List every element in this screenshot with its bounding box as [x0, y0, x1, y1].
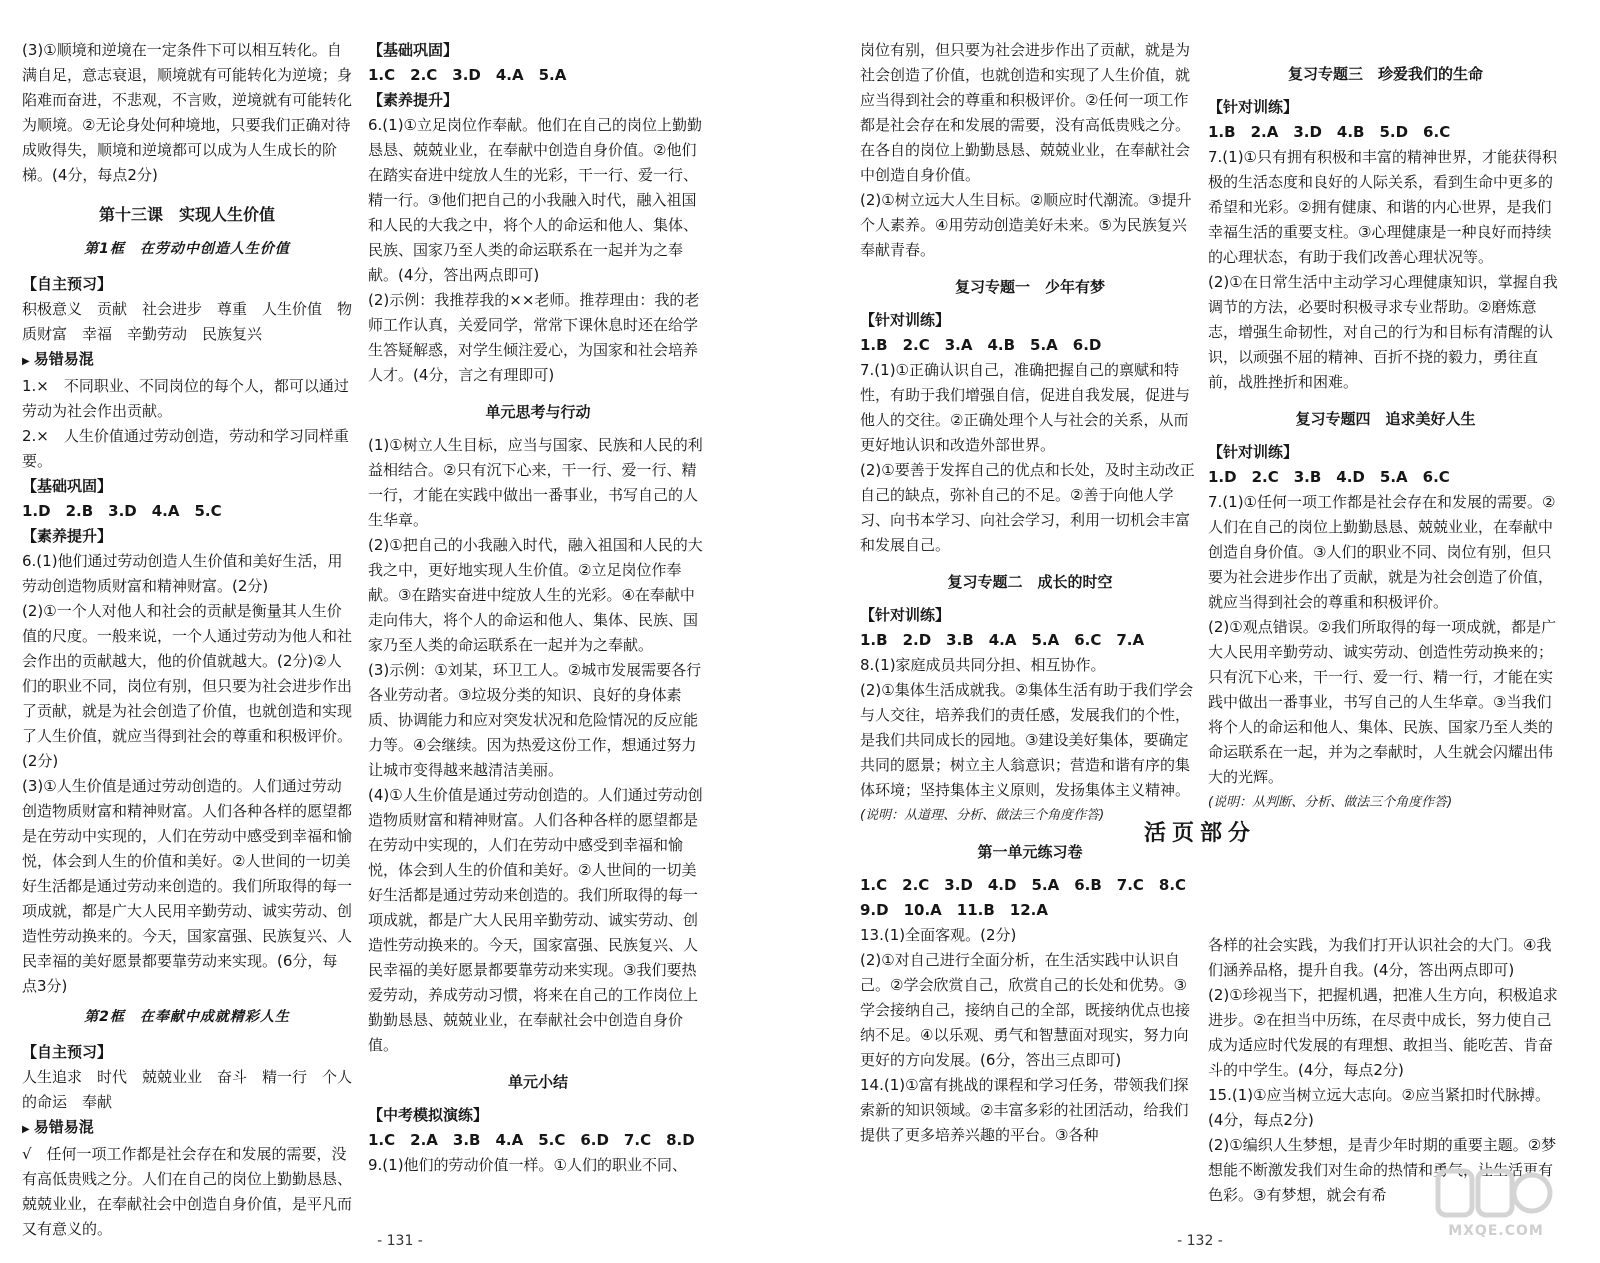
- answer-paragraph: 6.(1)他们通过劳动创造人生价值和美好生活，用劳动创造物质财富和精神财富。(2分): [22, 552, 343, 595]
- section-heading: 复习专题三 珍爱我们的生命: [1287, 65, 1483, 83]
- answer-paragraph: 2.× 人生价值通过劳动创造，劳动和学习同样重要。: [22, 427, 349, 470]
- section-bracket-label: 【针对训练】: [1208, 443, 1299, 461]
- section-bracket-label: 【素养提升】: [368, 91, 459, 109]
- section-bracket-label: 【针对训练】: [1208, 98, 1299, 116]
- answer-paragraph: (2)①树立远大人生目标。②顺应时代潮流。③提升个人素养。④用劳动创造美好未来。⑤为民族复兴奉献青春。: [860, 191, 1192, 259]
- section-bracket-label: 【针对训练】: [860, 311, 951, 329]
- section-bracket-label: 【基础巩固】: [368, 41, 459, 59]
- answer-paragraph: 15.(1)①应当树立远大志向。②应当紧扣时代脉搏。(4分，每点2分): [1208, 1086, 1550, 1129]
- answer-key-line: 1.C 2.C 3.D 4.D 5.A 6.B 7.C 8.C: [860, 876, 1187, 894]
- answer-key-line: 1.C 2.A 3.B 4.A 5.C 6.D 7.C 8.D: [368, 1131, 695, 1149]
- right-page: [800, 0, 1600, 1263]
- section-bracket-label: 【素养提升】: [22, 527, 113, 545]
- tag-label: ▶ 易错易混: [22, 1115, 352, 1142]
- answer-paragraph: (2)①在日常生活中主动学习心理健康知识，掌握自我调节的方法，必要时积极寻求专业帮助。②磨炼意志，增强生命韧性，对自己的行为和目标有清醒的认识，以顽强不屈的精神、百折不挠的毅力，勇往直前，战胜挫折和困难。: [1208, 273, 1558, 391]
- answer-paragraph: (3)示例：①刘某，环卫工人。②城市发展需要各行各业劳动者。③垃圾分类的知识、良好的身体素质、协调能力和应对突发状况和危险情况的反应能力等。④会继续。因为热爱这份工作，想通过努力让城市变得越来越清洁美丽。: [368, 661, 702, 779]
- answer-paragraph: 8.(1)家庭成员共同分担、相互协作。: [860, 656, 1106, 674]
- section-bracket-label: 【基础巩固】: [22, 477, 113, 495]
- answer-paragraph: 1.× 不同职业、不同岗位的每个人，都可以通过劳动为社会作出贡献。: [22, 377, 349, 420]
- section-bracket-label: 【中考模拟演练】: [368, 1106, 489, 1124]
- watermark-url: MXQE.COM: [1448, 1223, 1544, 1239]
- answer-paragraph: (4)①人生价值是通过劳动创造的。人们通过劳动创造物质财富和精神财富。人们各种各样的愿望都是在劳动中实现的，人们在劳动中感受到幸福和愉悦，体会到人生的价值和美好。②人世间的一切美好生活都是通过劳动来创造的。我们所取得的每一项成就，都是广大人民用辛勤劳动、诚实劳动、创造性劳动换来的。今天，国家富强、民族复兴、人民幸福的美好愿景都要靠劳动来实现。③我们要热爱劳动，养成劳动习惯，将来在自己的工作岗位上勤勤恳恳、兢兢业业，在奉献社会中创造自身价值。: [368, 786, 703, 1054]
- section-banner: 活页部分: [1143, 820, 1256, 846]
- section-heading: 单元小结: [507, 1073, 568, 1091]
- left-column-1: [22, 38, 352, 1242]
- subsection-heading: 第2框 在奉献中成就精彩人生: [84, 1009, 290, 1025]
- answer-paragraph: (2)①集体生活成就我。②集体生活有助于我们学会与人交往，培养我们的责任感，发展我们的个性，是我们共同成长的园地。③建设美好集体，要确定共同的愿景；树立主人翁意识；营造和谐有序的集体环境；坚持集体主义原则，发扬集体主义精神。: [860, 681, 1194, 799]
- answer-paragraph: (2)①对自己进行全面分析，在生活实践中认识自己。②学会欣赏自己，欣赏自己的长处和优势。③学会接纳自己，接纳自己的全部，既接纳优点也接纳不足。④以乐观、勇气和智慧面对现实，努力向更好的方向发展。(6分，答出三点即可): [860, 951, 1191, 1069]
- answer-key-line: 1.D 2.C 3.B 4.D 5.A 6.C: [1208, 468, 1450, 486]
- right-column-1: [860, 38, 1200, 1148]
- section-heading: 第一单元练习卷: [977, 843, 1083, 861]
- section-bracket-label: 【自主预习】: [22, 1043, 113, 1061]
- page-number: - 131 -: [377, 1233, 423, 1249]
- section-bracket-label: 【自主预习】: [22, 275, 113, 293]
- section-heading: 复习专题二 成长的时空: [947, 573, 1113, 591]
- subsection-heading: 第1框 在劳动中创造人生价值: [84, 241, 290, 257]
- answer-paragraph: 人生追求 时代 兢兢业业 奋斗 精一行 个人的命运 奉献: [22, 1068, 352, 1111]
- answer-paragraph: 7.(1)①只有拥有积极和丰富的精神世界，才能获得积极的生活态度和良好的人际关系，看到生命中更多的希望和光彩。②拥有健康、和谐的内心世界，是我们幸福生活的重要支柱。③心理健康是一种良好而持续的心理状态，有助于我们改善心理状况等。: [1208, 148, 1558, 266]
- page-number: - 132 -: [1177, 1233, 1223, 1249]
- answer-paragraph: (2)①一个人对他人和社会的贡献是衡量其人生价值的尺度。一般来说，一个人通过劳动为他人和社会作出的贡献越大，他的价值就越大。(2分)②人们的职业不同，岗位有别，但只要为社会进步作出了贡献，就是为社会创造了价值，也就创造和实现了人生价值，就应当得到社会的尊重和积极评价。(2分): [22, 602, 352, 770]
- answer-key-line: 1.B 2.D 3.B 4.A 5.A 6.C 7.A: [860, 631, 1145, 649]
- answer-paragraph: 6.(1)①立足岗位作奉献。他们在自己的岗位上勤勤恳恳、兢兢业业，在奉献中创造自身价值。②他们在踏实奋进中绽放人生的光彩，干一行、爱一行、精一行。③他们把自己的小我融入时代，融入祖国和人民的大我之中，将个人的命运和他人、集体、民族、国家乃至人类的命运联系在一起并为之奉献。(4分，答出两点即可): [368, 116, 703, 284]
- scoring-note: (说明：从判断、分析、做法三个角度作答): [1208, 795, 1453, 810]
- tag-label: ▶ 易错易混: [22, 347, 352, 374]
- answer-paragraph: (3)①人生价值是通过劳动创造的。人们通过劳动创造物质财富和精神财富。人们各种各样的愿望都是在劳动中实现的，人们在劳动中感受到幸福和愉悦，体会到人生的价值和美好。②人世间的一切美好生活都是通过劳动来创造的。我们所取得的每一项成就，都是广大人民用辛勤劳动、诚实劳动、创造性劳动换来的。今天，国家富强、民族复兴、人民幸福的美好愿景都要靠劳动来实现。(6分，每点3分): [22, 777, 352, 995]
- answer-key-line: 1.D 2.B 3.D 4.A 5.C: [22, 502, 222, 520]
- answer-paragraph: (3)①顺境和逆境在一定条件下可以相互转化。自满自足，意志衰退，顺境就有可能转化为逆境；身陷难而奋进，不悲观，不言败，逆境就有可能转化为顺境。②无论身处何种境地，只要我们正确对待成败得失，顺境和逆境都可以成为人生成长的阶梯。(4分，每点2分): [22, 41, 352, 184]
- answer-paragraph: 7.(1)①正确认识自己，准确把握自己的禀赋和特性，有助于我们增强自信，促进自我发展，促进与他人的交往。②正确处理个人与社会的关系，从而更好地认识和改造外部世界。: [860, 361, 1191, 454]
- section-heading: 复习专题一 少年有梦: [954, 278, 1105, 296]
- answer-paragraph: 7.(1)①任何一项工作都是社会存在和发展的需要。②人们在自己的岗位上勤勤恳恳、兢兢业业，在奉献中创造自身价值。③人们的职业不同、岗位有别，但只要为社会进步作出了贡献，就是为社会创造了价值，就应当得到社会的尊重和积极评价。: [1208, 493, 1556, 611]
- answer-paragraph: 岗位有别，但只要为社会进步作出了贡献，就是为社会创造了价值，也就创造和实现了人生价值，就应当得到社会的尊重和积极评价。②任何一项工作都是社会存在和发展的需要，没有高低贵贱之分。在各自的岗位上勤勤恳恳、兢兢业业，在奉献社会中创造自身价值。: [860, 41, 1191, 184]
- lesson-heading: 第十三课 实现人生价值: [98, 205, 275, 224]
- section-heading: 复习专题四 追求美好人生: [1295, 410, 1476, 428]
- answer-paragraph: 积极意义 贡献 社会进步 尊重 人生价值 物质财富 幸福 辛勤劳动 民族复兴: [22, 300, 352, 343]
- answer-key-line: 9.D 10.A 11.B 12.A: [860, 901, 1048, 919]
- answer-key-line: 1.C 2.C 3.D 4.A 5.A: [368, 66, 567, 84]
- answer-paragraph: (2)①编织人生梦想，是青少年时期的重要主题。②梦想能不断激发我们对生命的热情和勇气，让生活更有色彩。③有梦想，就会有希: [1208, 1136, 1557, 1204]
- answer-paragraph: (1)①树立人生目标，应当与国家、民族和人民的利益相结合。②只有沉下心来，干一行、爱一行、精一行，才能在实践中做出一番事业，书写自己的人生华章。: [368, 436, 703, 529]
- answer-paragraph: (2)示例：我推荐我的××老师。推荐理由：我的老师工作认真，关爱同学，常常下课休息时还在给学生答疑解惑，对学生倾注爱心，为国家和社会培养人才。(4分，言之有理即可): [368, 291, 700, 384]
- answer-paragraph: (2)①珍视当下，把握机遇，把准人生方向，积极追求进步。②在担当中历练，在尽责中成长，努力使自己成为适应时代发展的有理想、敢担当、能吃苦、肯奋斗的中学生。(4分，每点2分): [1208, 986, 1558, 1079]
- left-column-2: [368, 38, 708, 1178]
- section-bracket-label: 【针对训练】: [860, 606, 951, 624]
- right-column-2: [1208, 50, 1563, 1208]
- answer-paragraph: (2)①要善于发挥自己的优点和长处，及时主动改正自己的缺点，弥补自己的不足。②善于向他人学习、向书本学习、向社会学习，利用一切机会丰富和发展自己。: [860, 461, 1195, 554]
- answer-paragraph: 14.(1)①富有挑战的课程和学习任务，带领我们探索新的知识领域。②丰富多彩的社团活动，给我们提供了更多培养兴趣的平台。③各种: [860, 1076, 1189, 1144]
- answer-paragraph: (2)①把自己的小我融入时代，融入祖国和人民的大我之中，更好地实现人生价值。②立足岗位作奉献。③在踏实奋进中绽放人生的光彩。④在奉献中走向伟大，将个人的命运和他人、集体、民族、国家乃至人类的命运联系在一起并为之奉献。: [368, 536, 703, 654]
- answer-paragraph: 各样的社会实践，为我们打开认识社会的大门。④我们涵养品格，提升自我。(4分，答出两点即可): [1208, 936, 1552, 979]
- answer-key-line: 1.B 2.C 3.A 4.B 5.A 6.D: [860, 336, 1102, 354]
- answer-key-line: 1.B 2.A 3.D 4.B 5.D 6.C: [1208, 123, 1451, 141]
- scoring-note: (说明：从道理、分析、做法三个角度作答): [860, 808, 1105, 823]
- answer-paragraph: 13.(1)全面客观。(2分): [860, 926, 1017, 944]
- answer-paragraph: √ 任何一项工作都是社会存在和发展的需要，没有高低贵贱之分。人们在自己的岗位上勤勤恳恳、兢兢业业，在奉献社会中创造自身价值，是平凡而又有意义的。: [22, 1145, 352, 1238]
- answer-paragraph: 9.(1)他们的劳动价值一样。①人们的职业不同、: [368, 1156, 688, 1174]
- answer-paragraph: (2)①观点错误。②我们所取得的每一项成就，都是广大人民用辛勤劳动、诚实劳动、创造性劳动换来的；只有沉下心来，干一行、爱一行、精一行，才能在实践中做出一番事业，书写自己的人生华章。③当我们将个人的命运和他人、集体、民族、国家乃至人类的命运联系在一起，并为之奉献时，人生就会闪耀出伟大的光辉。: [1208, 618, 1557, 786]
- section-heading: 单元思考与行动: [485, 403, 591, 421]
